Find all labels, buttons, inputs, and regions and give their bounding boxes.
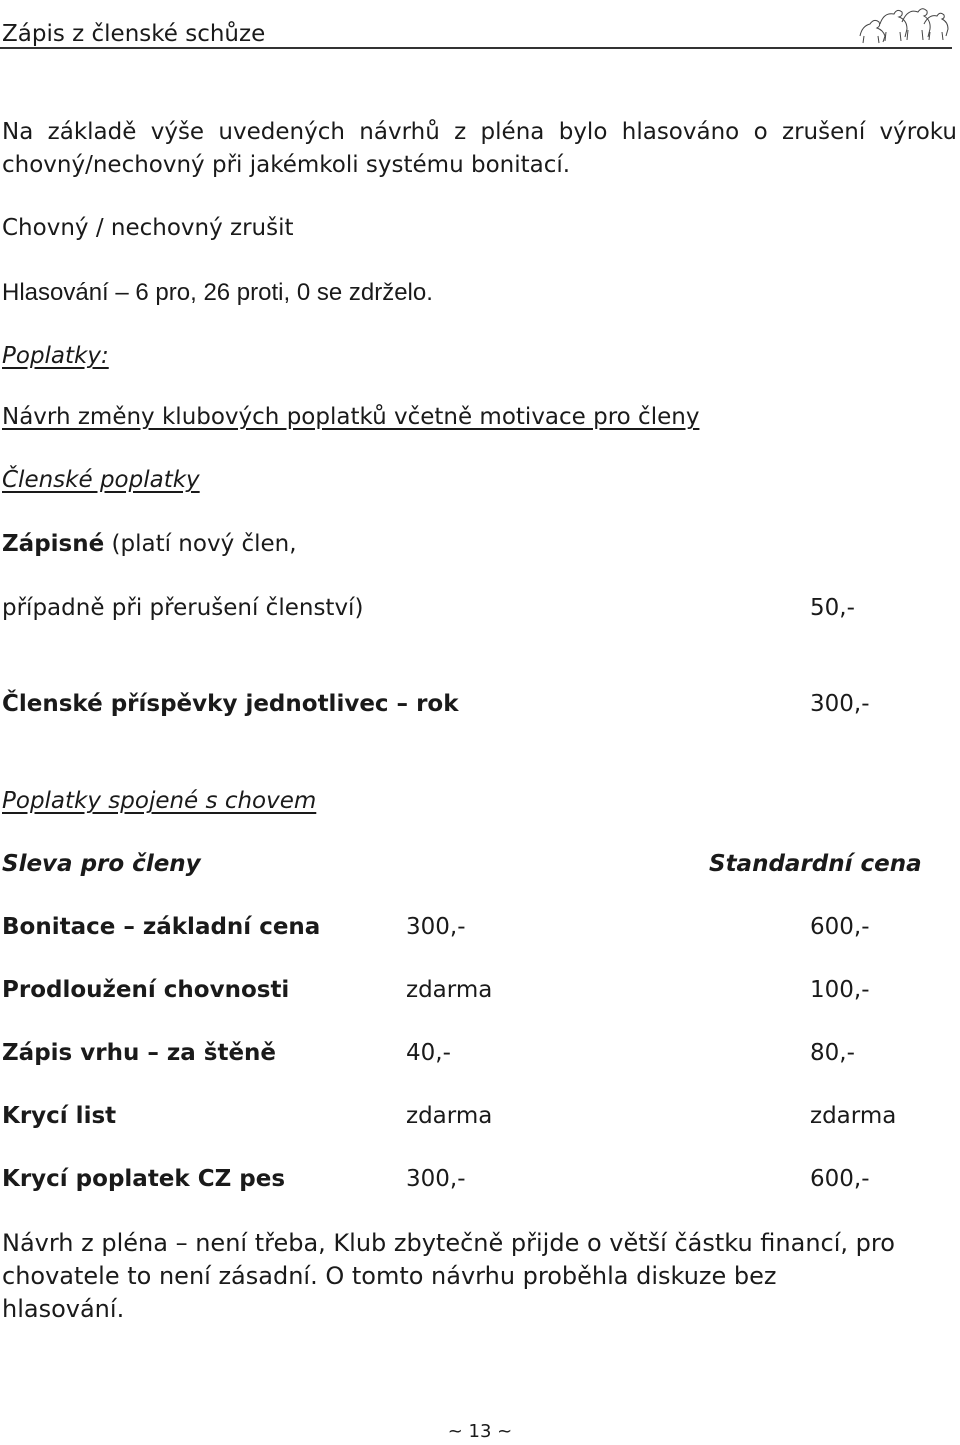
page-title: Zápis z členské schůze	[2, 21, 266, 47]
breeding-fees-heading: Poplatky spojené s chovem	[2, 788, 317, 814]
member-fees-heading: Členské poplatky	[2, 467, 200, 493]
entry-fee-label-bold: Zápisné	[2, 531, 105, 557]
fee-row-standard: 600,-	[810, 1166, 870, 1192]
fee-row-member: 300,-	[406, 1166, 466, 1192]
fees-proposal: Návrh změny klubových poplatků včetně motivace pro členy	[2, 404, 700, 430]
vote-paragraph: Na základě výše uvedených návrhů z pléna bylo hlasováno o zrušení výroku chovný/nechovný při jakémkoli systému bonitací.	[2, 119, 957, 178]
vote-result: Hlasování – 6 pro, 26 proti, 0 se zdrželo.	[2, 279, 433, 306]
fee-row-label: Krycí list	[2, 1103, 117, 1129]
fees-heading: Poplatky:	[2, 343, 109, 369]
closing-paragraph: Návrh z pléna – není třeba, Klub zbytečně přijde o větší částku financí, pro chovatele to není zásadní. O tomto návrhu proběhla diskuze bez hlasování.	[2, 1229, 895, 1323]
column-member-discount: Sleva pro členy	[2, 851, 201, 877]
fee-row-member: zdarma	[406, 977, 493, 1003]
vote-motion: Chovný / nechovný zrušit	[2, 215, 294, 241]
fee-row-label: Prodloužení chovnosti	[2, 977, 290, 1003]
dogs-logo-icon	[852, 2, 952, 46]
fee-row-member: 300,-	[406, 914, 466, 940]
annual-fee-label: Členské příspěvky jednotlivec – rok	[2, 691, 459, 717]
column-standard-price: Standardní cena	[709, 851, 922, 877]
fee-row-label: Krycí poplatek CZ pes	[2, 1166, 286, 1192]
fee-row-standard: 80,-	[810, 1040, 855, 1066]
entry-fee-label-rest: (platí nový člen,	[104, 531, 297, 557]
entry-fee-value: 50,-	[810, 595, 855, 621]
fee-row-label: Bonitace – základní cena	[2, 914, 321, 940]
fee-row-member: zdarma	[406, 1103, 493, 1129]
fee-row-standard: 100,-	[810, 977, 870, 1003]
page-number: ~ 13 ~	[447, 1421, 513, 1442]
fee-row-standard: 600,-	[810, 914, 870, 940]
header-rule	[0, 47, 952, 49]
fee-row-member: 40,-	[406, 1040, 451, 1066]
fee-row-standard: zdarma	[810, 1103, 897, 1129]
annual-fee-value: 300,-	[810, 691, 870, 717]
fee-row-label: Zápis vrhu – za štěně	[2, 1040, 277, 1066]
entry-fee-label-line2: případně při přerušení členství)	[2, 595, 364, 621]
entry-fee-label	[2, 530, 297, 558]
